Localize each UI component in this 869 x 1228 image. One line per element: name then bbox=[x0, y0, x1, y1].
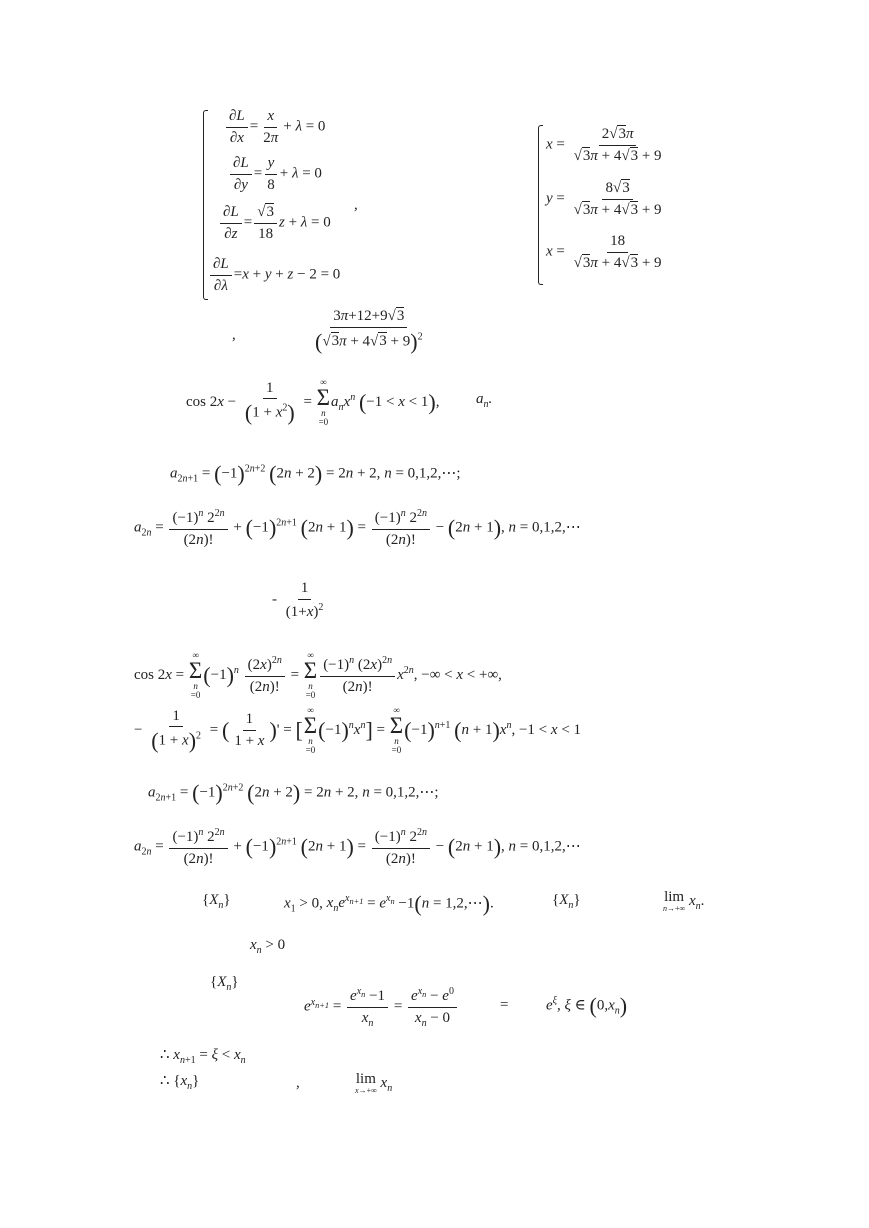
proof-conclusion: ∴ $\{x_n\}$ bbox=[160, 1073, 200, 1092]
answer2-even: $a_{2n}$ = $\frac{(-1)^n 2^{2n}}{(2n)!}$ + $(-1)^{2n+1}$ (2n + 1) = $\frac{(-1)^n 2^{2n}}{(2n)!}$ − (2n + 1), n = 0,1,2,⋯ bbox=[134, 827, 581, 867]
hint-term: - $\frac{1}{(1+x)^2}$ bbox=[272, 580, 324, 620]
proof-mvt: $e^{x_{n+1}}$ = $\frac{e^{x_n} -1}{x_n}$ = $\frac{e^{x_n} - e^0}{x_n - 0}$ bbox=[304, 986, 459, 1029]
seq-set: $\{X_n\}$ bbox=[202, 892, 231, 911]
answer1-odd: $a_{2n+1} = (-1)^{2n+2}$ (2n + 2) = 2n + 2, n = 0,1,2,⋯; bbox=[170, 461, 461, 486]
comma-separator: , bbox=[354, 197, 358, 213]
proof-positive: $x_n > 0$ bbox=[250, 937, 286, 956]
seq-limit: lim n→+∞ $x_n$. bbox=[663, 889, 705, 913]
eq-dLdx: $\frac{\partial L}{\partial x}$ = $\frac{x}{2\pi}$ + λ = 0 bbox=[224, 108, 325, 146]
proof-equals: = bbox=[500, 997, 509, 1013]
eq-dLdy: $\frac{\partial L}{\partial y}$ = $\frac{y}{8}$ + λ = 0 bbox=[228, 155, 322, 193]
cos-expansion: cos 2x = ∞ Σ n =0 $(-1)^n$ $\frac{(2x)^{2n}}{(2n)!}$ = ∞ Σ n =0 $\frac{(-1)^n (2x)^{2n}}{(2n)!}$ $x^{2n}$, −∞ < x < +∞, bbox=[134, 650, 502, 700]
sol-y: y = $\frac{8√3}{√3\pi + 4√3 + 9}$ bbox=[546, 180, 662, 218]
proof-comma: , bbox=[296, 1075, 300, 1091]
seq-set-2: $\{X_n\}$ bbox=[552, 892, 581, 911]
eq-dLdlambda: $\frac{\partial L}{\partial\lambda}$ =x + y + z − 2 = 0 bbox=[208, 256, 340, 294]
seq-condition: $x_1 > 0$, $x_ne^{x_{n+1}} = e^{x_n} -1(n$ = 1,2,⋯). bbox=[284, 891, 494, 916]
answer1-even: $a_{2n}$ = $\frac{(-1)^n 2^{2n}}{(2n)!}$ + $(-1)^{2n+1}$ (2n + 1) = $\frac{(-1)^n 2^{2n}}{(2n)!}$ − (2n + 1), n = 0,1,2,⋯ bbox=[134, 508, 581, 548]
sol-z: x = $\frac{18}{√3\pi + 4√3 + 9}$ bbox=[546, 233, 662, 271]
problem-equation: cos 2x − $\frac{1}{(1 + x^2)}$ = ∞ Σ n =0 $a_nx^n$ (−1 < x < 1), bbox=[186, 377, 440, 427]
answer2-odd: $a_{2n+1} = (-1)^{2n+2}$ (2n + 2) = 2n + 2, n = 0,1,2,⋯; bbox=[148, 780, 439, 805]
proof-limit: lim x→+∞ $x_n$ bbox=[355, 1071, 393, 1095]
eq-dLdz: $\frac{\partial L}{\partial z}$ = $\frac{√3}{18}$ z + λ = 0 bbox=[218, 204, 331, 242]
proof-decreasing: ∴ $x_{n+1} = \xi < x_n$ bbox=[160, 1047, 246, 1066]
proof-xi: $e^\xi$, ξ ∈ $(0,x_n)$ bbox=[546, 993, 628, 1018]
proof-set: $\{X_n\}$ bbox=[210, 974, 239, 993]
min-value: $\frac{3\pi+12+9√3}{(√3\pi + 4√3 + 9)^2}$ bbox=[315, 308, 423, 354]
right-brace bbox=[538, 125, 543, 285]
problem-tail: $a_n$. bbox=[476, 391, 493, 410]
derivative-expansion: − $\frac{1}{(1 + x)^2}$ = ( $\frac{1}{1 + x}$ )' = [ ∞ Σ n =0 $(-1)^nx^n$] = ∞ Σ n =0 $(-1)^{n+1}$ $(n + 1)x^n$, −1 < x < 1 bbox=[134, 705, 582, 755]
comma-separator-2: , bbox=[232, 327, 236, 343]
sol-x: x = $\frac{2√3\pi}{√3\pi + 4√3 + 9}$ bbox=[546, 126, 662, 164]
